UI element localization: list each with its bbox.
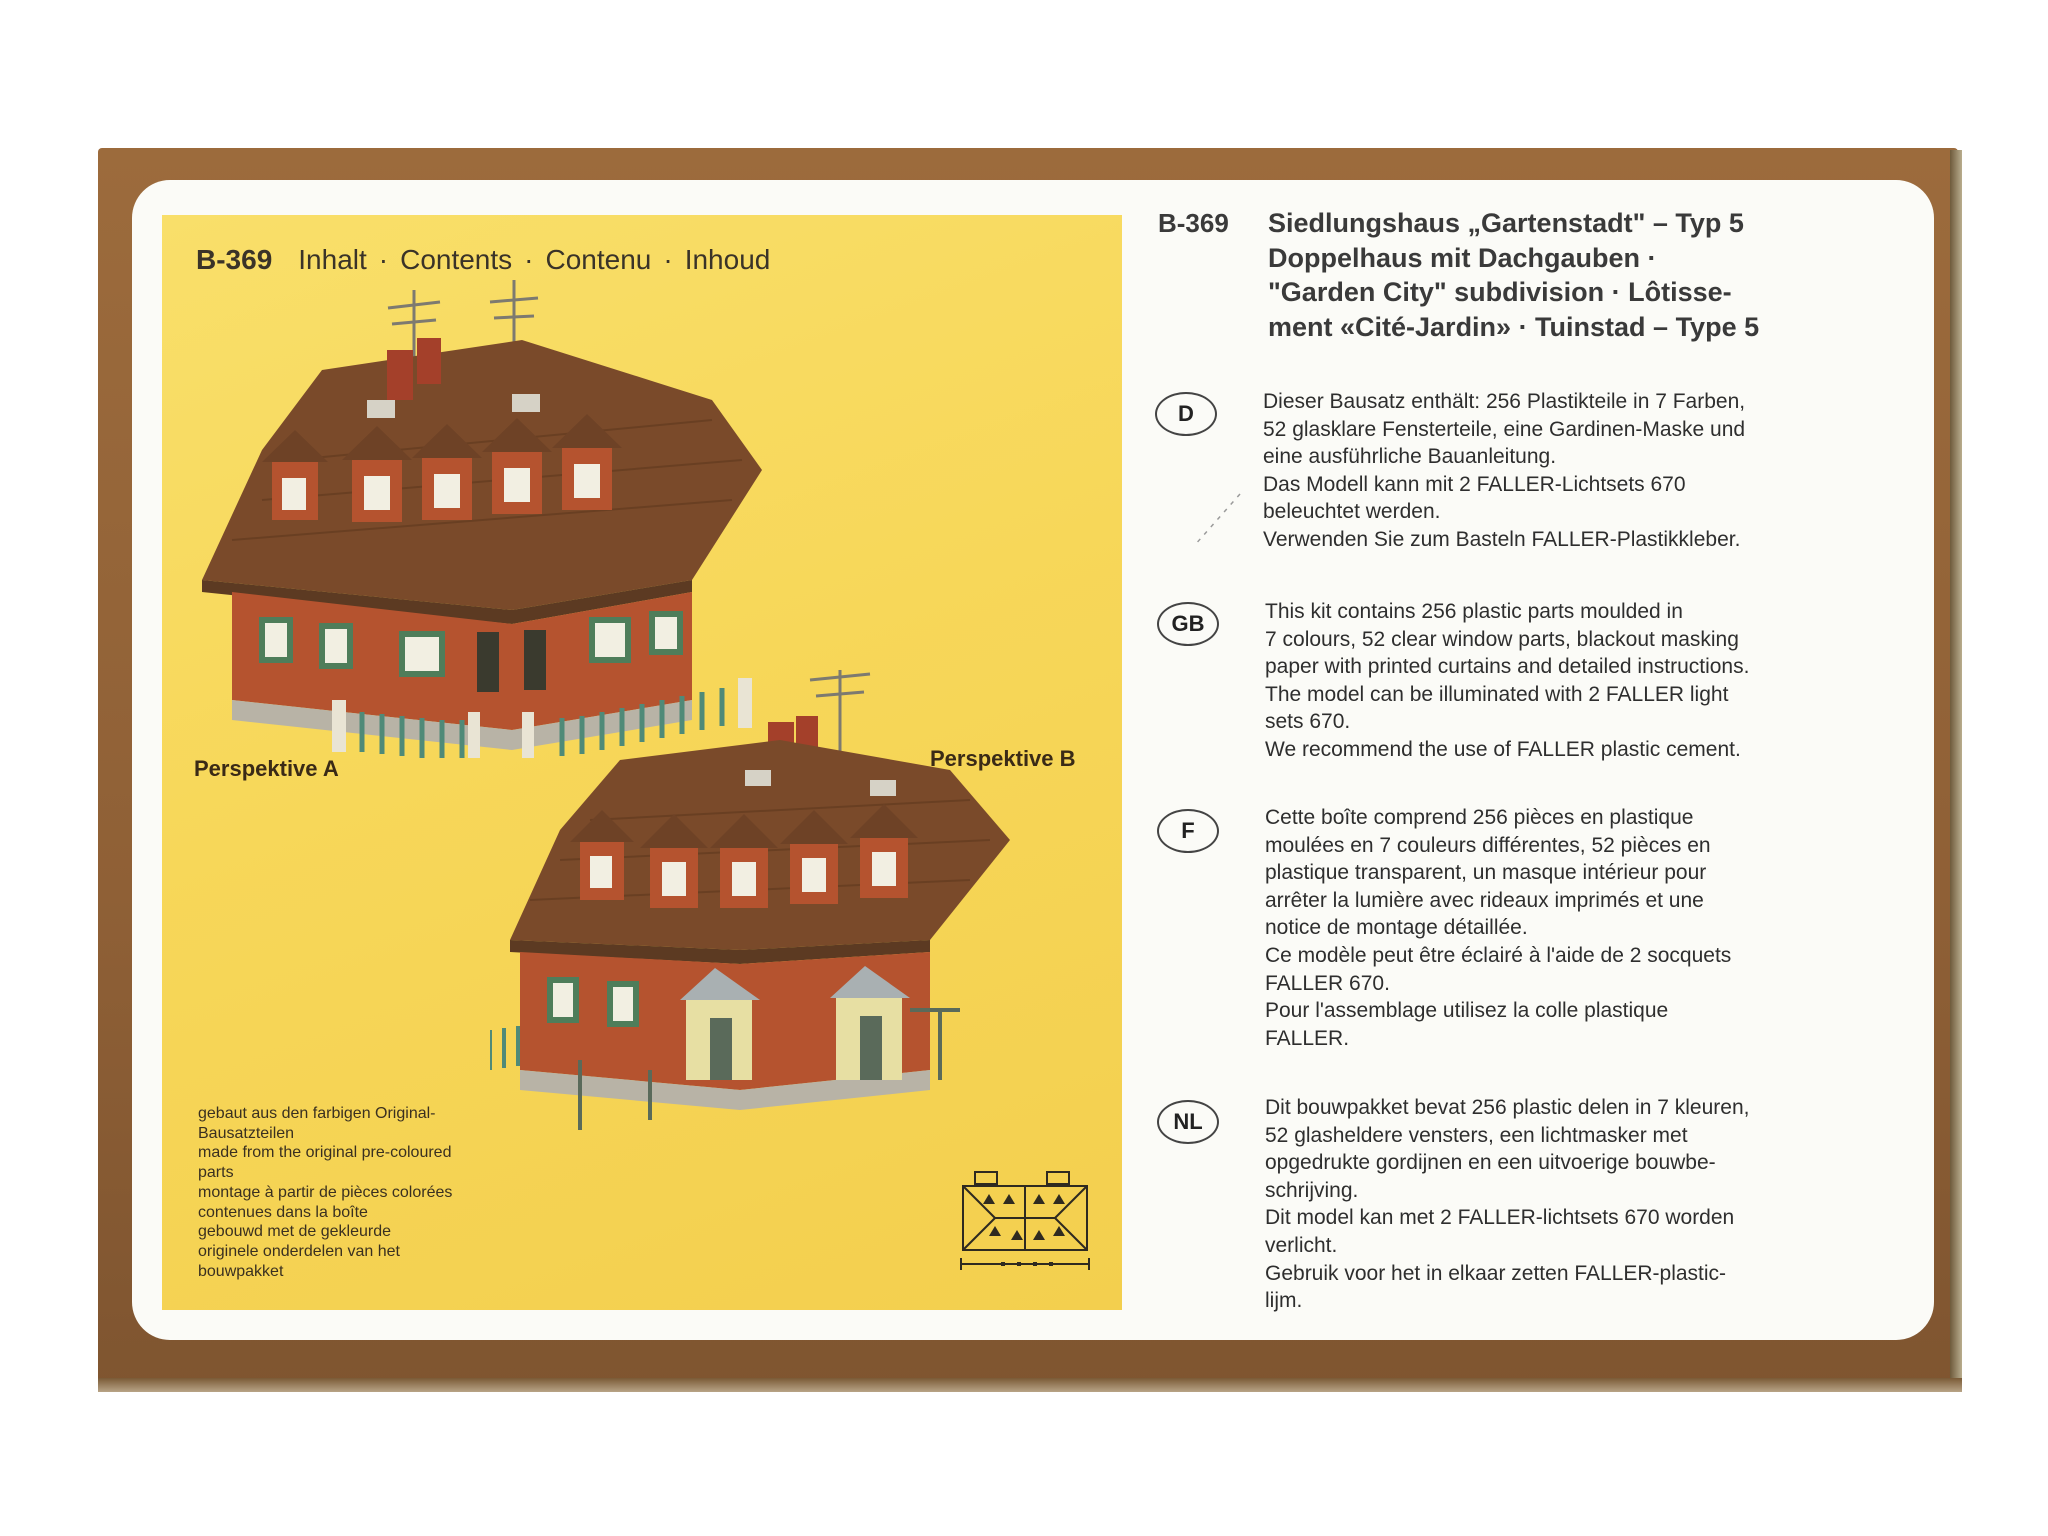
contents-label-de: Inhalt xyxy=(298,244,367,275)
text-line: Dieser Bausatz enthält: 256 Plastikteile in 7 Farben, xyxy=(1263,390,1746,413)
text-line: lijm. xyxy=(1265,1289,1303,1313)
product-title xyxy=(1268,206,1828,344)
text-line: We recommend the use of FALLER plastic cement. xyxy=(1265,737,1741,761)
separator: · xyxy=(378,244,389,275)
text-line: Ce modèle peut être éclairé à l'aide de 2 socquets xyxy=(1265,943,1732,967)
caption-line: bouwpakket xyxy=(198,1262,284,1280)
article-code: B-369 xyxy=(196,244,273,275)
contents-caption xyxy=(198,1104,528,1281)
description-fr xyxy=(1265,804,1855,1052)
description-nl xyxy=(1265,1094,1855,1315)
text-line: This kit contains 256 plastic parts moulded in xyxy=(1265,600,1683,623)
caption-line: made from the original pre-coloured xyxy=(198,1144,452,1162)
text-line: plastique transparent, un masque intérieur pour xyxy=(1265,861,1707,885)
caption-line: originele onderdelen van het xyxy=(198,1242,400,1260)
language-badge-fr: F xyxy=(1157,809,1219,853)
text-line: Dit model kan met 2 FALLER-lichtsets 670 worden xyxy=(1265,1206,1735,1230)
caption-line: contenues dans la boîte xyxy=(198,1203,368,1221)
title-line: Siedlungshaus „Gartenstadt" – Typ 5 xyxy=(1268,208,1744,238)
caption-line: gebouwd met de gekleurde xyxy=(198,1223,392,1241)
crease-mark xyxy=(1190,490,1250,550)
text-line: beleuchtet werden. xyxy=(1263,500,1441,524)
caption-line: Bausatzteilen xyxy=(198,1124,295,1142)
perspective-b-label: Perspektive B xyxy=(930,746,1076,771)
separator: · xyxy=(524,244,534,275)
contents-label-en: Contents xyxy=(400,244,513,275)
language-badge-de: D xyxy=(1155,392,1217,436)
contents-heading xyxy=(196,244,770,276)
language-badge-nl: NL xyxy=(1157,1100,1219,1144)
text-line: FALLER 670. xyxy=(1265,971,1390,995)
text-line: 7 colours, 52 clear window parts, blackout masking xyxy=(1265,627,1739,651)
text-line: Dit bouwpakket bevat 256 plastic delen in 7 kleuren, xyxy=(1265,1096,1750,1119)
title-line: Doppelhaus mit Dachgauben · xyxy=(1268,242,1657,273)
description-de xyxy=(1263,388,1853,554)
text-line: verlicht. xyxy=(1265,1233,1338,1257)
text-line: sets 670. xyxy=(1265,710,1351,734)
box-bottom-edge xyxy=(98,1378,1962,1392)
text-line: notice de montage détaillée. xyxy=(1265,916,1528,940)
text-line: Pour l'assemblage utilisez la colle plastique xyxy=(1265,999,1669,1023)
house-model-perspective-b xyxy=(490,650,1110,1130)
perspective-a-label: Perspektive A xyxy=(194,756,339,781)
separator: · xyxy=(663,244,673,275)
text-line: The model can be illuminated with 2 FALLER light xyxy=(1265,682,1729,706)
title-line: ment «Cité-Jardin» · Tuinstad – Type 5 xyxy=(1268,311,1760,342)
text-line: arrêter la lumière avec rideaux imprimés et une xyxy=(1265,888,1704,912)
box-edge xyxy=(1950,150,1962,1388)
ground-plan-icon xyxy=(955,1160,1095,1280)
caption-line: parts xyxy=(198,1164,234,1182)
text-line: 52 glasheldere vensters, een lichtmasker met xyxy=(1265,1123,1688,1147)
text-line: paper with printed curtains and detailed instructions. xyxy=(1265,655,1750,679)
text-line: moulées en 7 couleurs différentes, 52 pièces en xyxy=(1265,833,1711,857)
text-line: opgedrukte gordijnen en een uitvoerige bouwbe- xyxy=(1265,1151,1716,1175)
text-line: schrijving. xyxy=(1265,1178,1359,1202)
contents-label-fr: Contenu xyxy=(545,244,652,275)
text-line: FALLER. xyxy=(1265,1026,1350,1050)
text-line: Cette boîte comprend 256 pièces en plastique xyxy=(1265,806,1694,829)
title-line: "Garden City" subdivision · Lôtisse- xyxy=(1268,277,1732,307)
article-code-right: B-369 xyxy=(1158,208,1229,238)
text-line: Das Modell kann mit 2 FALLER-Lichtsets 670 xyxy=(1263,472,1686,496)
language-badge-gb: GB xyxy=(1157,602,1219,646)
text-line: eine ausführliche Bauanleitung. xyxy=(1263,445,1557,469)
text-line: 52 glasklare Fensterteile, eine Gardinen-Maske und xyxy=(1263,417,1746,441)
caption-line: gebaut aus den farbigen Original- xyxy=(198,1105,436,1122)
caption-line: montage à partir de pièces colorées xyxy=(198,1183,453,1201)
contents-label-nl: Inhoud xyxy=(684,244,771,275)
text-line: Gebruik voor het in elkaar zetten FALLER-plastic- xyxy=(1265,1261,1727,1285)
text-line: Verwenden Sie zum Basteln FALLER-Plastikkleber. xyxy=(1263,527,1741,551)
description-gb xyxy=(1265,598,1855,764)
